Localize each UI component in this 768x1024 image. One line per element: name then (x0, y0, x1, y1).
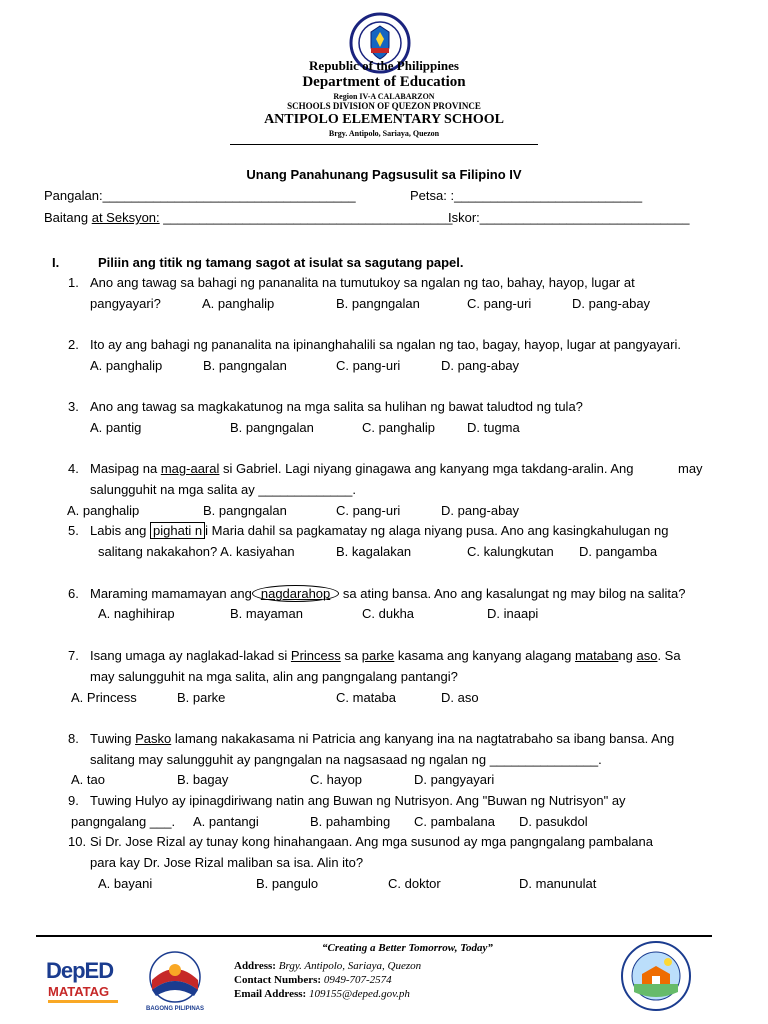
q1-choice-a: A. panghalip (202, 296, 275, 311)
q6-choice-b: B. mayaman (230, 606, 303, 621)
exam-title: Unang Panahunang Pagsusulit sa Filipino IV (246, 167, 522, 182)
q6-choice-d: D. inaapi (487, 606, 539, 621)
matatag-text: MATATAG (48, 984, 110, 999)
q7-text-2: may salungguhit na mga salita, alin ang pangngalang pantangi? (90, 669, 458, 684)
q3-text: Ano ang tawag sa magkakatunog na mga salita sa hulihan ng bawat taludtod ng tula? (90, 399, 583, 414)
q5-choice-b: B. kagalakan (336, 544, 412, 559)
q4-text (90, 461, 634, 477)
bagong-pilipinas-icon (142, 950, 208, 1004)
contact-label: Contact Numbers: (234, 974, 322, 986)
name-label: Pangalan: (44, 188, 103, 203)
department-line: Department of Education (302, 74, 466, 90)
q6-pre: Maraming mamamayan ang (90, 586, 252, 601)
q3-choice-d: D. tugma (467, 420, 520, 435)
q1-choice-d: D. pang-abay (572, 296, 651, 311)
q5-choice-c: C. kalungkutan (467, 544, 554, 559)
q7-t3: kasama ang kanyang alagang (397, 648, 572, 663)
q7-t2: sa (344, 648, 359, 663)
q7-t5: . Sa (657, 648, 681, 663)
score-line: _____________________________ (479, 210, 690, 225)
grade-mid: at Seksyon: (91, 210, 160, 225)
q7-underlined-parke: parke (361, 648, 395, 663)
q8-choice-d: D. pangyayari (414, 772, 495, 787)
q3-choice-c: C. panghalip (362, 420, 435, 435)
q6-number: 6. (68, 586, 79, 601)
email-label: Email Address: (234, 988, 307, 1000)
q5-post: i Maria dahil sa pagkamatay ng alaga niyang pusa. Ano ang kasingkahulugan ng (205, 523, 669, 538)
grade-section-field[interactable] (44, 210, 452, 226)
q8-text-2: salitang may salungguhit ay pangngalan na nagsasaad ng ngalan ng _______________. (90, 752, 602, 767)
q1-number: 1. (68, 275, 79, 290)
school-name: ANTIPOLO ELEMENTARY SCHOOL (264, 112, 504, 127)
footer-address (234, 960, 421, 972)
q7-number: 7. (68, 648, 79, 663)
score-field[interactable] (448, 210, 689, 226)
q2-text: Ito ay ang bahagi ng pananalita na ipinanghahalili sa ngalan ng tao, bagay, hayop, lugar at pangyayari. (90, 337, 681, 352)
republic-line: Republic of the Philippines (309, 58, 459, 73)
q4-pre: Masipag na (90, 461, 158, 476)
q1-choice-b: B. pangngalan (336, 296, 420, 311)
grade-line: ________________________________________ (163, 210, 453, 225)
q8-underlined-word: Pasko (135, 731, 172, 746)
date-line: __________________________ (454, 188, 643, 203)
school-seal-icon (620, 940, 692, 1012)
q4-end: may (678, 461, 703, 476)
q4-underlined-word: mag-aaral (160, 461, 220, 476)
q9-choice-a: A. pantangi (193, 814, 259, 829)
q7-underlined-aso: aso (636, 648, 658, 663)
q7-choice-b: B. parke (177, 690, 226, 705)
q3-choice-a: A. pantig (90, 420, 142, 435)
q7-text (90, 648, 681, 664)
q5-choice-d: D. pangamba (579, 544, 658, 559)
q6-choice-c: C. dukha (362, 606, 415, 621)
q8-text (90, 731, 674, 747)
address-value: Brgy. Antipolo, Sariaya, Quezon (278, 960, 422, 972)
q7-underlined-mataba: mataba (575, 648, 619, 663)
contact-value: 0949-707-2574 (323, 974, 392, 986)
q8-post: lamang nakakasama ni Patricia ang kanyang ina na nagtatrabaho sa ibang bansa. Ang (174, 731, 675, 746)
address-label: Address: (234, 960, 276, 972)
q10-text: Si Dr. Jose Rizal ay tunay kong hinahangaan. Ang mga susunod ay mga pangngalang pambalana (90, 834, 653, 849)
q4-choice-a: A. panghalip (67, 503, 140, 518)
q5-boxed-word: pighati n (150, 522, 205, 539)
q7-choice-d: D. aso (441, 690, 479, 705)
q4-number: 4. (68, 461, 79, 476)
name-field[interactable] (44, 188, 356, 204)
deped-logo-text: DepED (46, 958, 114, 983)
q1-choice-c: C. pang-uri (467, 296, 532, 311)
q8-choice-c: C. hayop (310, 772, 363, 787)
q3-choice-b: B. pangngalan (230, 420, 314, 435)
q7-t4: ng (618, 648, 633, 663)
q8-number: 8. (68, 731, 79, 746)
q6-choice-a: A. naghihirap (98, 606, 175, 621)
q10-choice-c: C. doktor (388, 876, 441, 891)
q9-number: 9. (68, 793, 79, 808)
q5-text (90, 523, 668, 539)
q4-text-2: salungguhit na mga salita ay _____________. (90, 482, 356, 497)
q3-number: 3. (68, 399, 79, 414)
q6-text (90, 586, 685, 602)
q4-choice-d: D. pang-abay (441, 503, 520, 518)
school-motto: “Creating a Better Tomorrow, Today” (322, 942, 493, 954)
q10-text-2: para kay Dr. Jose Rizal maliban sa isa. Alin ito? (90, 855, 364, 870)
q2-choice-d: D. pang-abay (441, 358, 520, 373)
q7-choice-a: A. Princess (71, 690, 137, 705)
name-line: ___________________________________ (102, 188, 356, 203)
q7-underlined-princess: Princess (290, 648, 341, 663)
bagong-pilipinas-logo (142, 950, 208, 1020)
q9-choice-b: B. pahambing (310, 814, 391, 829)
date-field[interactable] (410, 188, 642, 204)
header-divider (230, 144, 538, 145)
q8-choice-b: B. bagay (177, 772, 229, 787)
division-line: SCHOOLS DIVISION OF QUEZON PROVINCE (287, 101, 481, 111)
q6-circled-word: nagdarahop (252, 585, 339, 602)
q7-choice-c: C. mataba (336, 690, 396, 705)
footer-email (234, 988, 410, 1000)
email-value: 109155@deped.gov.ph (308, 988, 410, 1000)
q4-choice-b: B. pangngalan (203, 503, 287, 518)
q5-text-2: salitang nakakahon? A. kasiyahan (98, 544, 295, 559)
footer-divider (36, 935, 712, 937)
q2-choice-a: A. panghalip (90, 358, 163, 373)
q10-number: 10. (68, 834, 87, 849)
footer-contact (234, 974, 392, 986)
q10-choice-b: B. pangulo (256, 876, 319, 891)
q1-text: Ano ang tawag sa bahagi ng pananalita na tumutukoy sa ngalan ng tao, bahay, hayop, lugar at (90, 275, 635, 290)
q4-choice-c: C. pang-uri (336, 503, 401, 518)
matatag-underline (48, 1000, 118, 1003)
q10-choice-d: D. manunulat (519, 876, 597, 891)
q2-number: 2. (68, 337, 79, 352)
section-number: I. (52, 255, 60, 270)
q9-choice-c: C. pambalana (414, 814, 495, 829)
q6-post: sa ating bansa. Ano ang kasalungat ng may bilog na salita? (342, 586, 686, 601)
q9-text: Tuwing Hulyo ay ipinagdiriwang natin ang Buwan ng Nutrisyon. Ang "Buwan ng Nutrisyon" ay (90, 793, 626, 808)
q5-number: 5. (68, 523, 79, 538)
q10-choice-a: A. bayani (98, 876, 153, 891)
q9-choice-d: D. pasukdol (519, 814, 588, 829)
date-label: Petsa: : (410, 188, 455, 203)
score-label: Iskor: (448, 210, 480, 225)
q4-post: si Gabriel. Lagi niyang ginagawa ang kanyang mga takdang-aralin. Ang (223, 461, 634, 476)
school-address: Brgy. Antipolo, Sariaya, Quezon (328, 129, 440, 138)
q8-choice-a: A. tao (71, 772, 105, 787)
q1-text-2: pangyayari? (90, 296, 161, 311)
grade-prefix: Baitang (44, 210, 89, 225)
q2-choice-c: C. pang-uri (336, 358, 401, 373)
q9-text-2: pangngalang ___. (71, 814, 176, 829)
section-instruction: Piliin ang titik ng tamang sagot at isulat sa sagutang papel. (98, 255, 464, 270)
bagong-pilipinas-text: BAGONG PILIPINAS (145, 1006, 204, 1012)
q2-choice-b: B. pangngalan (203, 358, 287, 373)
q7-t1: Isang umaga ay naglakad-lakad si (90, 648, 288, 663)
q5-pre: Labis ang (90, 523, 147, 538)
region-line: Region IV-A CALABARZON (333, 92, 435, 101)
q8-pre: Tuwing (90, 731, 132, 746)
deped-matatag-logo (46, 958, 132, 1004)
